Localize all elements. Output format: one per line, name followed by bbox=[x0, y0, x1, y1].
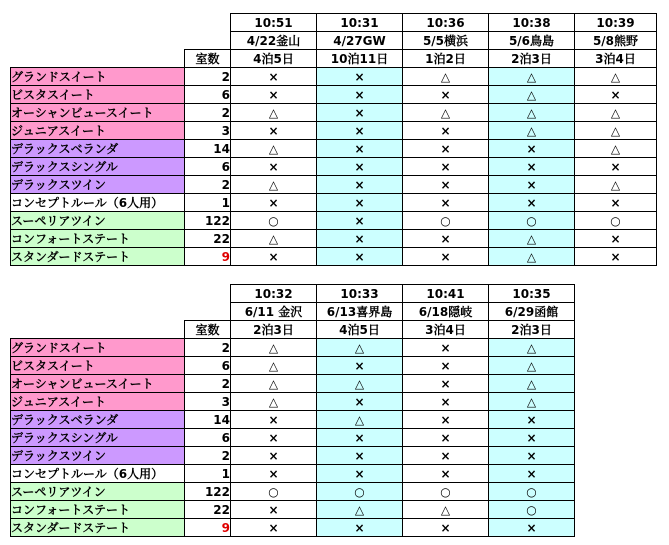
availability-mark: △ bbox=[403, 501, 489, 519]
availability-mark: × bbox=[403, 429, 489, 447]
room-count: 2 bbox=[185, 375, 231, 393]
room-count: 6 bbox=[185, 429, 231, 447]
availability-mark: △ bbox=[575, 140, 657, 158]
column-date: 5/6鳥島 bbox=[489, 32, 575, 50]
header-row-date bbox=[11, 32, 657, 50]
column-time: 10:39 bbox=[575, 14, 657, 32]
corner-blank bbox=[11, 321, 185, 339]
room-count: 122 bbox=[185, 483, 231, 501]
column-time: 10:31 bbox=[317, 14, 403, 32]
availability-mark: × bbox=[575, 194, 657, 212]
table-row bbox=[11, 212, 657, 230]
availability-mark: × bbox=[231, 158, 317, 176]
availability-mark: × bbox=[403, 194, 489, 212]
column-nights: 10泊11日 bbox=[317, 50, 403, 68]
room-count-header: 室数 bbox=[185, 321, 231, 339]
availability-mark: × bbox=[317, 86, 403, 104]
availability-mark: × bbox=[403, 86, 489, 104]
room-type-label: ジュニアスイート bbox=[11, 122, 185, 140]
column-nights: 4泊5日 bbox=[317, 321, 403, 339]
availability-mark: × bbox=[489, 140, 575, 158]
room-type-label: スタンダードステート bbox=[11, 248, 185, 266]
room-count: 14 bbox=[185, 140, 231, 158]
availability-mark: × bbox=[317, 429, 403, 447]
availability-mark: × bbox=[403, 375, 489, 393]
room-count: 3 bbox=[185, 122, 231, 140]
room-count: 6 bbox=[185, 86, 231, 104]
room-type-label: オーシャンビュースイート bbox=[11, 104, 185, 122]
room-type-label: ビスタスイート bbox=[11, 357, 185, 375]
corner-blank bbox=[11, 303, 231, 321]
availability-mark: × bbox=[317, 230, 403, 248]
header-row-nights bbox=[11, 50, 657, 68]
room-count: 1 bbox=[185, 465, 231, 483]
availability-mark: × bbox=[317, 140, 403, 158]
column-time: 10:51 bbox=[231, 14, 317, 32]
availability-mark: △ bbox=[317, 501, 403, 519]
room-type-label: デラックスシングル bbox=[11, 158, 185, 176]
room-count: 2 bbox=[185, 176, 231, 194]
availability-mark: ○ bbox=[575, 212, 657, 230]
availability-mark: ○ bbox=[489, 212, 575, 230]
availability-mark: △ bbox=[489, 393, 575, 411]
column-time: 10:33 bbox=[317, 285, 403, 303]
availability-mark: △ bbox=[489, 375, 575, 393]
room-type-label: スーペリアツイン bbox=[11, 212, 185, 230]
availability-mark: △ bbox=[317, 375, 403, 393]
availability-mark: △ bbox=[575, 176, 657, 194]
availability-mark: × bbox=[403, 447, 489, 465]
header-row-time bbox=[11, 14, 657, 32]
column-nights: 3泊4日 bbox=[403, 321, 489, 339]
corner-blank bbox=[11, 14, 231, 32]
availability-mark: ○ bbox=[317, 483, 403, 501]
availability-mark: △ bbox=[489, 122, 575, 140]
availability-mark: × bbox=[317, 519, 403, 537]
availability-mark: × bbox=[317, 357, 403, 375]
room-type-label: コンフォートステート bbox=[11, 230, 185, 248]
availability-mark: × bbox=[403, 393, 489, 411]
availability-mark: △ bbox=[317, 411, 403, 429]
room-count: 6 bbox=[185, 357, 231, 375]
room-count-header: 室数 bbox=[185, 50, 231, 68]
availability-mark: △ bbox=[575, 104, 657, 122]
room-count: 6 bbox=[185, 158, 231, 176]
room-count: 2 bbox=[185, 447, 231, 465]
room-type-label: デラックスベランダ bbox=[11, 140, 185, 158]
column-date: 5/8熊野 bbox=[575, 32, 657, 50]
availability-mark: △ bbox=[489, 339, 575, 357]
availability-mark: × bbox=[403, 248, 489, 266]
availability-mark: ○ bbox=[489, 501, 575, 519]
availability-mark: × bbox=[317, 176, 403, 194]
table-row bbox=[11, 122, 657, 140]
table-row bbox=[11, 176, 657, 194]
room-count: 2 bbox=[185, 339, 231, 357]
room-type-label: スタンダードステート bbox=[11, 519, 185, 537]
room-count: 14 bbox=[185, 411, 231, 429]
availability-mark: × bbox=[317, 212, 403, 230]
room-type-label: グランドスイート bbox=[11, 339, 185, 357]
availability-mark: × bbox=[317, 465, 403, 483]
room-count: 9 bbox=[185, 519, 231, 537]
availability-mark: × bbox=[231, 411, 317, 429]
room-count: 1 bbox=[185, 194, 231, 212]
column-nights: 2泊3日 bbox=[489, 50, 575, 68]
column-time: 10:41 bbox=[403, 285, 489, 303]
column-date: 4/22釜山 bbox=[231, 32, 317, 50]
availability-mark: △ bbox=[403, 104, 489, 122]
availability-mark: × bbox=[231, 86, 317, 104]
availability-mark: △ bbox=[489, 104, 575, 122]
availability-mark: △ bbox=[489, 357, 575, 375]
corner-blank bbox=[11, 285, 231, 303]
column-time: 10:35 bbox=[489, 285, 575, 303]
column-nights: 1泊2日 bbox=[403, 50, 489, 68]
availability-mark: △ bbox=[317, 339, 403, 357]
availability-mark: × bbox=[403, 357, 489, 375]
room-type-label: スーペリアツイン bbox=[11, 483, 185, 501]
availability-mark: × bbox=[403, 230, 489, 248]
availability-mark: △ bbox=[403, 68, 489, 86]
availability-mark: × bbox=[231, 122, 317, 140]
column-date: 6/29函館 bbox=[489, 303, 575, 321]
availability-mark: △ bbox=[575, 122, 657, 140]
table-row bbox=[11, 248, 657, 266]
availability-mark: △ bbox=[231, 176, 317, 194]
table-row bbox=[11, 519, 575, 537]
corner-blank bbox=[11, 32, 231, 50]
availability-mark: △ bbox=[489, 86, 575, 104]
header-row-date bbox=[11, 303, 575, 321]
availability-mark: × bbox=[403, 122, 489, 140]
column-date: 6/18隠岐 bbox=[403, 303, 489, 321]
availability-mark: × bbox=[489, 465, 575, 483]
availability-mark: × bbox=[489, 158, 575, 176]
column-time: 10:32 bbox=[231, 285, 317, 303]
column-date: 5/5横浜 bbox=[403, 32, 489, 50]
column-date: 4/27GW bbox=[317, 32, 403, 50]
availability-mark: △ bbox=[231, 140, 317, 158]
availability-mark: × bbox=[317, 248, 403, 266]
room-count: 2 bbox=[185, 104, 231, 122]
room-type-label: デラックスベランダ bbox=[11, 411, 185, 429]
availability-mark: × bbox=[317, 122, 403, 140]
column-time: 10:38 bbox=[489, 14, 575, 32]
availability-mark: × bbox=[403, 411, 489, 429]
room-type-label: ジュニアスイート bbox=[11, 393, 185, 411]
availability-mark: × bbox=[489, 176, 575, 194]
table-row bbox=[11, 429, 575, 447]
room-count: 9 bbox=[185, 248, 231, 266]
availability-mark: △ bbox=[489, 248, 575, 266]
table-row bbox=[11, 104, 657, 122]
room-count: 122 bbox=[185, 212, 231, 230]
table-row bbox=[11, 140, 657, 158]
availability-mark: × bbox=[575, 158, 657, 176]
table-row bbox=[11, 357, 575, 375]
availability-mark: △ bbox=[231, 230, 317, 248]
availability-mark: × bbox=[575, 230, 657, 248]
table-row bbox=[11, 393, 575, 411]
availability-mark: × bbox=[231, 68, 317, 86]
availability-mark: × bbox=[317, 393, 403, 411]
room-count: 22 bbox=[185, 230, 231, 248]
room-count: 22 bbox=[185, 501, 231, 519]
availability-mark: × bbox=[231, 194, 317, 212]
availability-mark: × bbox=[575, 248, 657, 266]
column-nights: 2泊3日 bbox=[231, 321, 317, 339]
table-row bbox=[11, 447, 575, 465]
room-type-label: コンフォートステート bbox=[11, 501, 185, 519]
table-row bbox=[11, 501, 575, 519]
availability-mark: × bbox=[403, 465, 489, 483]
availability-mark: × bbox=[403, 140, 489, 158]
availability-mark: × bbox=[317, 194, 403, 212]
availability-mark: × bbox=[403, 158, 489, 176]
availability-mark: × bbox=[231, 465, 317, 483]
availability-mark: △ bbox=[231, 393, 317, 411]
availability-mark: × bbox=[489, 194, 575, 212]
column-date: 6/13喜界島 bbox=[317, 303, 403, 321]
availability-mark: × bbox=[231, 429, 317, 447]
room-type-label: ビスタスイート bbox=[11, 86, 185, 104]
room-count: 2 bbox=[185, 68, 231, 86]
column-nights: 2泊3日 bbox=[489, 321, 575, 339]
availability-table-2 bbox=[10, 284, 575, 537]
availability-mark: × bbox=[317, 447, 403, 465]
availability-mark: △ bbox=[575, 68, 657, 86]
availability-mark: × bbox=[575, 86, 657, 104]
table-row bbox=[11, 339, 575, 357]
room-count: 3 bbox=[185, 393, 231, 411]
availability-mark: △ bbox=[489, 230, 575, 248]
availability-mark: × bbox=[231, 519, 317, 537]
availability-mark: × bbox=[231, 501, 317, 519]
table-row bbox=[11, 375, 575, 393]
table-row bbox=[11, 465, 575, 483]
column-date: 6/11 金沢 bbox=[231, 303, 317, 321]
availability-mark: × bbox=[489, 429, 575, 447]
availability-mark: △ bbox=[231, 357, 317, 375]
header-row-time bbox=[11, 285, 575, 303]
room-type-label: デラックスシングル bbox=[11, 429, 185, 447]
room-type-label: グランドスイート bbox=[11, 68, 185, 86]
availability-mark: × bbox=[231, 248, 317, 266]
availability-mark: × bbox=[403, 519, 489, 537]
table-row bbox=[11, 411, 575, 429]
room-type-label: コンセプトルール（6人用） bbox=[11, 465, 185, 483]
availability-mark: × bbox=[231, 447, 317, 465]
table-row bbox=[11, 86, 657, 104]
room-type-label: コンセプトルール（6人用） bbox=[11, 194, 185, 212]
availability-mark: ○ bbox=[231, 212, 317, 230]
table-row bbox=[11, 483, 575, 501]
availability-mark: ○ bbox=[403, 212, 489, 230]
availability-mark: ○ bbox=[231, 483, 317, 501]
availability-mark: × bbox=[489, 411, 575, 429]
availability-mark: ○ bbox=[403, 483, 489, 501]
room-type-label: デラックスツイン bbox=[11, 176, 185, 194]
room-type-label: デラックスツイン bbox=[11, 447, 185, 465]
table-row bbox=[11, 158, 657, 176]
availability-mark: △ bbox=[489, 68, 575, 86]
table-row bbox=[11, 194, 657, 212]
availability-mark: × bbox=[317, 68, 403, 86]
column-nights: 4泊5日 bbox=[231, 50, 317, 68]
availability-mark: △ bbox=[231, 375, 317, 393]
availability-mark: × bbox=[489, 447, 575, 465]
availability-table-1 bbox=[10, 13, 657, 266]
corner-blank bbox=[11, 50, 185, 68]
column-nights: 3泊4日 bbox=[575, 50, 657, 68]
availability-mark: × bbox=[317, 104, 403, 122]
availability-mark: △ bbox=[231, 339, 317, 357]
availability-mark: × bbox=[489, 519, 575, 537]
availability-mark: ○ bbox=[489, 483, 575, 501]
header-row-nights bbox=[11, 321, 575, 339]
availability-mark: × bbox=[403, 176, 489, 194]
table-row bbox=[11, 68, 657, 86]
table-row bbox=[11, 230, 657, 248]
availability-mark: △ bbox=[231, 104, 317, 122]
column-time: 10:36 bbox=[403, 14, 489, 32]
availability-mark: × bbox=[403, 339, 489, 357]
availability-mark: × bbox=[317, 158, 403, 176]
room-type-label: オーシャンビュースイート bbox=[11, 375, 185, 393]
